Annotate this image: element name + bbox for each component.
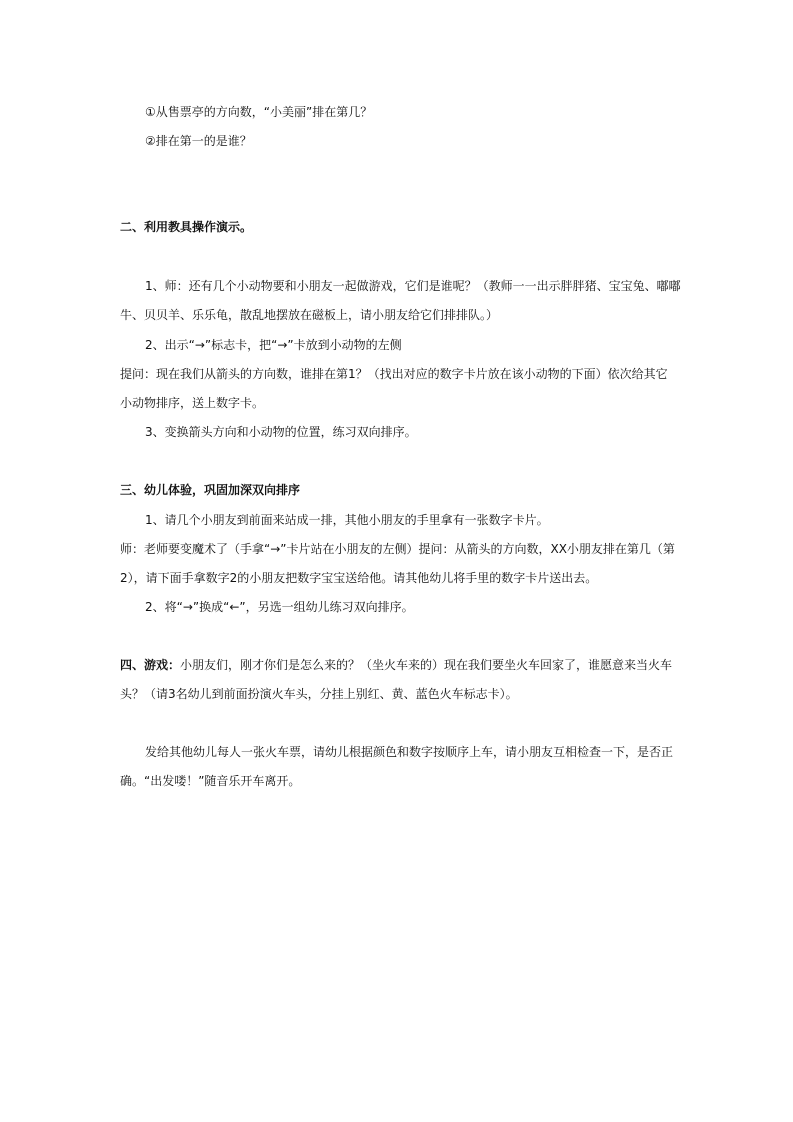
section-2-paragraph-4: 3、变换箭头方向和小动物的位置，练习双向排序。 [145,425,417,439]
section-4-line-1-text: 小朋友们，刚才你们是怎么来的？（坐火车来的）现在我们要坐火车回家了，谁愿意来当火车 [180,658,673,672]
section-4-heading: 四、游戏： [120,658,181,672]
intro-question-1: ①从售票亭的方向数，“小美丽”排在第几？ [145,105,373,119]
section-2-paragraph-3-line-1: 提问：现在我们从箭头的方向数，谁排在第1？（找出对应的数字卡片放在该小动物的下面）依次给其它 [120,367,668,381]
section-2-paragraph-3-line-2: 小动物排序，送上数字卡。 [120,396,265,410]
section-4-paragraph-2-line-2: 确。“出发喽！”随音乐开车离开。 [120,774,301,788]
section-4-line-1 [120,657,680,673]
section-3-paragraph-2-line-1: 师：老师要变魔术了（手拿“→”卡片站在小朋友的左侧）提问：从箭头的方向数，XX小朋友排在第几（第 [120,542,675,556]
section-3-paragraph-1: 1、请几个小朋友到前面来站成一排，其他小朋友的手里拿有一张数字卡片。 [145,513,549,527]
intro-question-2: ②排在第一的是谁？ [145,134,252,148]
section-2-heading: 二、利用教具操作演示。 [120,220,253,234]
section-3-paragraph-2-line-2: 2），请下面手拿数字2的小朋友把数字宝宝送给他。请其他幼儿将手里的数字卡片送出去。 [120,571,598,585]
section-4-line-2: 头？（请3名幼儿到前面扮演火车头，分挂上别红、黄、蓝色火车标志卡）。 [120,687,518,701]
section-3-paragraph-3: 2、将“→”换成“←”，另选一组幼儿练习双向排序。 [145,600,414,614]
section-4-paragraph-2-line-1: 发给其他幼儿每人一张火车票，请幼儿根据颜色和数字按顺序上车，请小朋友互相检查一下，是否正 [145,745,674,759]
section-3-heading: 三、幼儿体验，巩固加深双向排序 [120,483,301,497]
section-2-paragraph-1-line-1: 1、师：还有几个小动物要和小朋友一起做游戏，它们是谁呢？（教师一一出示胖胖猪、宝宝兔、嘟嘟 [145,279,681,293]
section-2-paragraph-2: 2、出示“→”标志卡，把“→”卡放到小动物的左侧 [145,338,402,352]
section-2-paragraph-1-line-2: 牛、贝贝羊、乐乐龟，散乱地摆放在磁板上，请小朋友给它们排排队。） [120,308,499,322]
